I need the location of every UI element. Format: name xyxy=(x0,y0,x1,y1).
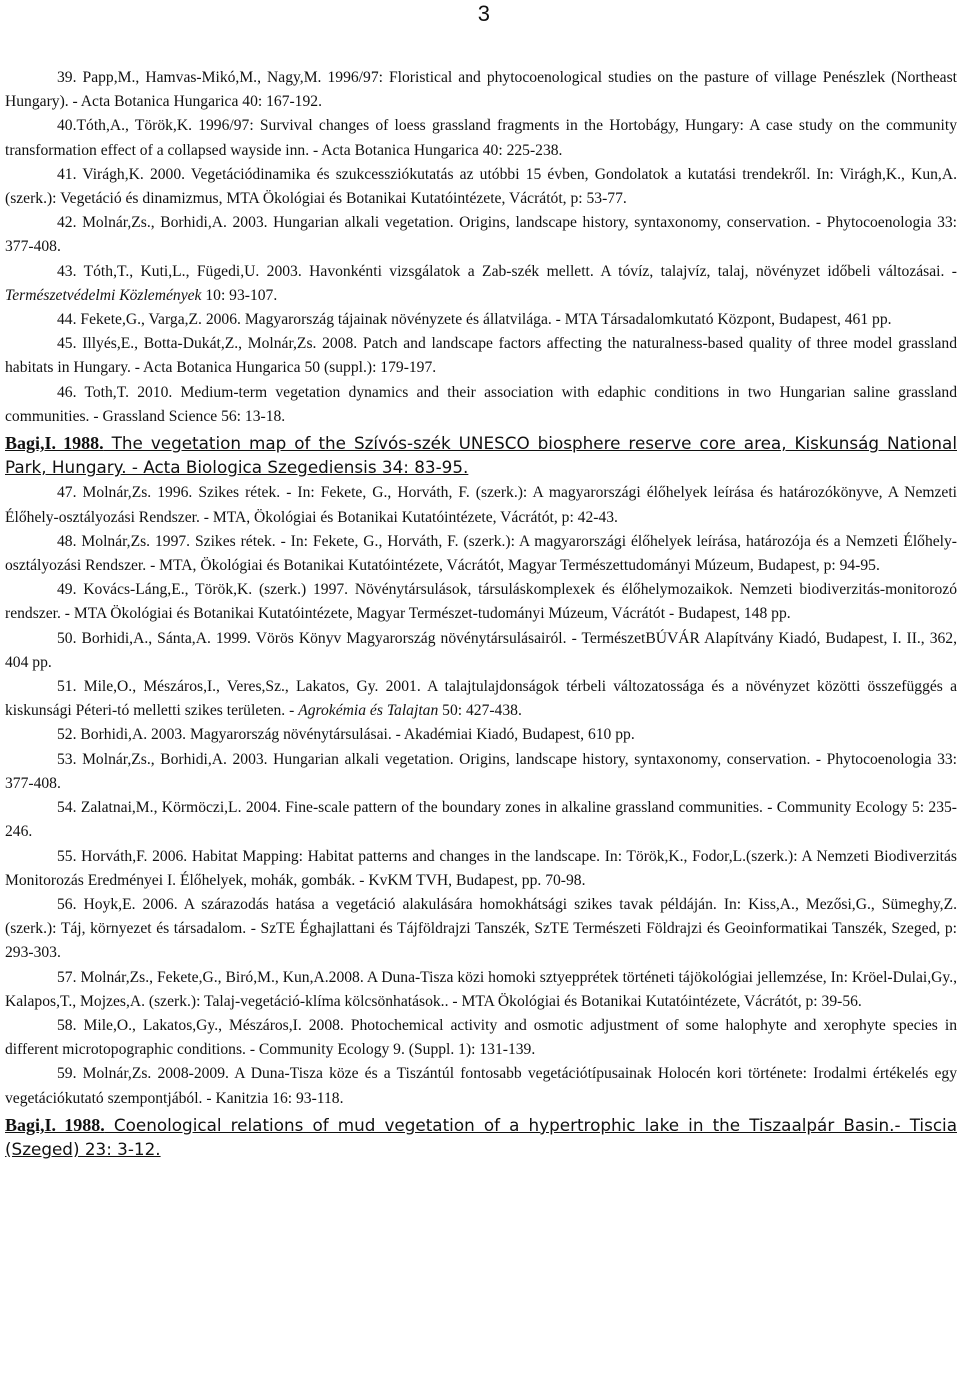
reference-text: 45. Illyés,E., Botta-Dukát,Z., Molnár,Zs. 2008. Patch and landscape factors affecting the naturalness-based quality of three model grassland habitats in Hungary. - Acta Botanica Hungarica 50 (suppl.): 179-197. xyxy=(5,335,957,377)
reference-entry xyxy=(5,845,957,893)
reference-entry xyxy=(5,748,957,796)
reference-author: Bagi,I. 1988. xyxy=(5,433,104,454)
reference-entry xyxy=(5,66,957,114)
reference-text: The vegetation map of the Szívós-szék UNESCO biosphere reserve core area, Kiskunság National Park, Hungary. - Acta Biologica Szegediensis 34: 83-95. xyxy=(5,433,957,478)
journal-title: Természetvédelmi Közlemények xyxy=(5,286,202,304)
reference-text: 10: 93-107. xyxy=(201,286,278,304)
reference-entry xyxy=(5,481,957,529)
reference-text: 40.Tóth,A., Török,K. 1996/97: Survival changes of loess grassland fragments in the Hortobágy, Hungary: A case study on the community transformation effect of a collapsed wayside inn. - Acta Botanica Hungarica 40: 225-238. xyxy=(5,117,957,159)
reference-entry xyxy=(5,114,957,162)
reference-text: 58. Mile,O., Lakatos,Gy., Mészáros,I. 2008. Photochemical activity and osmotic adjustment of some halophyte and xerophyte species in different microtopographic conditions. - Community Ecology 9. (Suppl. 1): 131-139. xyxy=(5,1016,957,1059)
reference-list xyxy=(5,66,957,1163)
journal-title: Agrokémia és Talajtan xyxy=(298,702,439,720)
reference-text: 50. Borhidi,A., Sánta,A. 1999. Vörös Könyv Magyarország növénytársulásairól. - TermészetBÚVÁR Alapítvány Kiadó, Budapest, I. II., 362, 404 pp. xyxy=(5,629,957,671)
reference-entry xyxy=(5,308,957,332)
page-number: 3 xyxy=(477,1,490,26)
reference-text: 47. Molnár,Zs. 1996. Szikes rétek. - In: Fekete, G., Horváth, F. (szerk.): A magyarországi élőhelyek leírása és határozókönyve, A Nemzeti Élőhely-osztályozási Rendszer. - MTA, Ökológiai és Botanikai Kutatóintézete, Vácrátót, p: 42-43. xyxy=(5,484,957,526)
reference-text: 50: 427-438. xyxy=(438,702,522,720)
reference-text: 39. Papp,M., Hamvas-Mikó,M., Nagy,M. 1996/97: Floristical and phytocoenological studies on the pasture of village Penészlek (Northeast Hungary). - Acta Botanica Hungarica 40: 167-192. xyxy=(5,69,957,111)
reference-text: 56. Hoyk,E. 2006. A szárazodás hatása a vegetáció alakulására homokhátsági szikes tavak példáján. In: Kiss,A., Mezősi,G., Sümeghy,Z. (szerk.): Táj, környezet és társadalom. - SzTE Éghajlattani és Tájföldrajzi Tanszék, SzTE Természeti Földrajzi és Geoinformatikai Tanszék, Szeged, p: 293-303. xyxy=(5,895,957,962)
reference-author: Bagi,I. 1988. xyxy=(5,1114,105,1135)
reference-text: 57. Molnár,Zs., Fekete,G., Biró,M., Kun,A.2008. A Duna-Tisza közi homoki sztyepprétek történeti tájökológiai jellemzése, In: Kröel-Dulai,Gy., Kalapos,T., Mojzes,A. (szerk.): Talaj-vegetáció-klíma kölcsönhatások.. - MTA Ökológiai és Botanikai Kutatóintézete, Vácrátót, p: 39-56. xyxy=(5,968,957,1010)
reference-text: 46. Toth,T. 2010. Medium-term vegetation dynamics and their association with edaphic conditions in two Hungarian saline grassland communities. - Grassland Science 56: 13-18. xyxy=(5,383,957,425)
reference-text: 55. Horváth,F. 2006. Habitat Mapping: Habitat patterns and changes in the landscape. In: Török,K., Fodor,L.(szerk.): A Nemzeti Biodiverzitás Monitorozás Eredményei I. Élőhelyek, mohák, gombák. - KvKM TVH, Budapest, pp. 70-98. xyxy=(5,847,957,889)
reference-text: 49. Kovács-Láng,E., Török,K. (szerk.) 1997. Növénytársulások, társuláskomplexek és élőhelymozaikok. Nemzeti biodiverzitás-monitorozó rendszer. - MTA Ökológiai és Botanikai Kutatóintézete, Magyar Természet-tudományi Múzeum, Vácrátót - Budapest, 148 pp. xyxy=(5,581,957,623)
reference-entry xyxy=(5,966,957,1014)
reference-text: 54. Zalatnai,M., Körmöczi,L. 2004. Fine-scale pattern of the boundary zones in alkaline grassland communities. - Community Ecology 5: 235-246. xyxy=(5,799,957,841)
highlighted-reference xyxy=(5,431,957,479)
reference-text: 59. Molnár,Zs. 2008-2009. A Duna-Tisza köze és a Tiszántúl fontosabb vegetációtípusainak Holocén kori története: Irodalmi értékelés egy vegetációkutató szempontjából. - Kanitzia 16: 93-118. xyxy=(5,1065,957,1107)
reference-text: 48. Molnár,Zs. 1997. Szikes rétek. - In: Fekete, G., Horváth, F. (szerk.): A magyarországi élőhelyek leírása, határozója és a Nemzeti Élőhely-osztályozási Rendszer. - MTA, Ökológiai és Botanikai Kutatóintézete, Vácrátót, Magyar Természettudományi Múzeum, Budapest, p: 94-95. xyxy=(5,532,957,575)
reference-text: 41. Virágh,K. 2000. Vegetációdinamika és szukcessziókutatás az utóbbi 15 évben, Gondolatok a kutatási trendekről. In: Virágh,K., Kun,A. (szerk.): Vegetáció és dinamizmus, MTA Ökológiai és Botanikai Kutatóintézete, Vácrátót, p: 53-77. xyxy=(5,165,957,208)
reference-entry xyxy=(5,1062,957,1110)
reference-text: 43. Tóth,T., Kuti,L., Fügedi,U. 2003. Havonkénti vizsgálatok a Zab-szék mellett. A tóvíz, talajvíz, talaj, növényzet időbeli változásai. - xyxy=(57,262,957,280)
reference-entry xyxy=(5,381,957,429)
reference-entry xyxy=(5,530,957,578)
reference-entry xyxy=(5,627,957,675)
reference-text: 51. Mile,O., Mészáros,I., Veres,Sz., Lakatos, Gy. 2001. A talajtulajdonságok térbeli változatossága és a növényzet közötti összefüggés a kiskunsági Péteri-tó melletti szikes területen. - xyxy=(5,678,957,720)
reference-entry xyxy=(5,332,957,380)
reference-entry xyxy=(5,260,957,308)
reference-text: 44. Fekete,G., Varga,Z. 2006. Magyarország tájainak növényzete és állatvilága. - MTA Társadalomkutató Központ, Budapest, 461 pp. xyxy=(57,311,892,329)
reference-text: Coenological relations of mud vegetation of a hypertrophic lake in the Tiszaalpár Basin.- Tiscia (Szeged) 23: 3-12. xyxy=(5,1114,957,1159)
reference-entry xyxy=(5,796,957,844)
reference-entry xyxy=(5,211,957,259)
reference-entry xyxy=(5,578,957,626)
reference-entry xyxy=(5,893,957,966)
reference-entry xyxy=(5,723,957,747)
reference-text: 52. Borhidi,A. 2003. Magyarország növénytársulásai. - Akadémiai Kiadó, Budapest, 610 pp. xyxy=(57,726,635,744)
highlighted-reference xyxy=(5,1113,957,1161)
reference-entry xyxy=(5,163,957,211)
reference-entry xyxy=(5,1014,957,1062)
reference-text: 53. Molnár,Zs., Borhidi,A. 2003. Hungarian alkali vegetation. Origins, landscape history, syntaxonomy, conservation. - Phytocoenologia 33: 377-408. xyxy=(5,750,957,792)
reference-text: 42. Molnár,Zs., Borhidi,A. 2003. Hungarian alkali vegetation. Origins, landscape history, syntaxonomy, conservation. - Phytocoenologia 33: 377-408. xyxy=(5,214,957,256)
reference-entry xyxy=(5,675,957,723)
